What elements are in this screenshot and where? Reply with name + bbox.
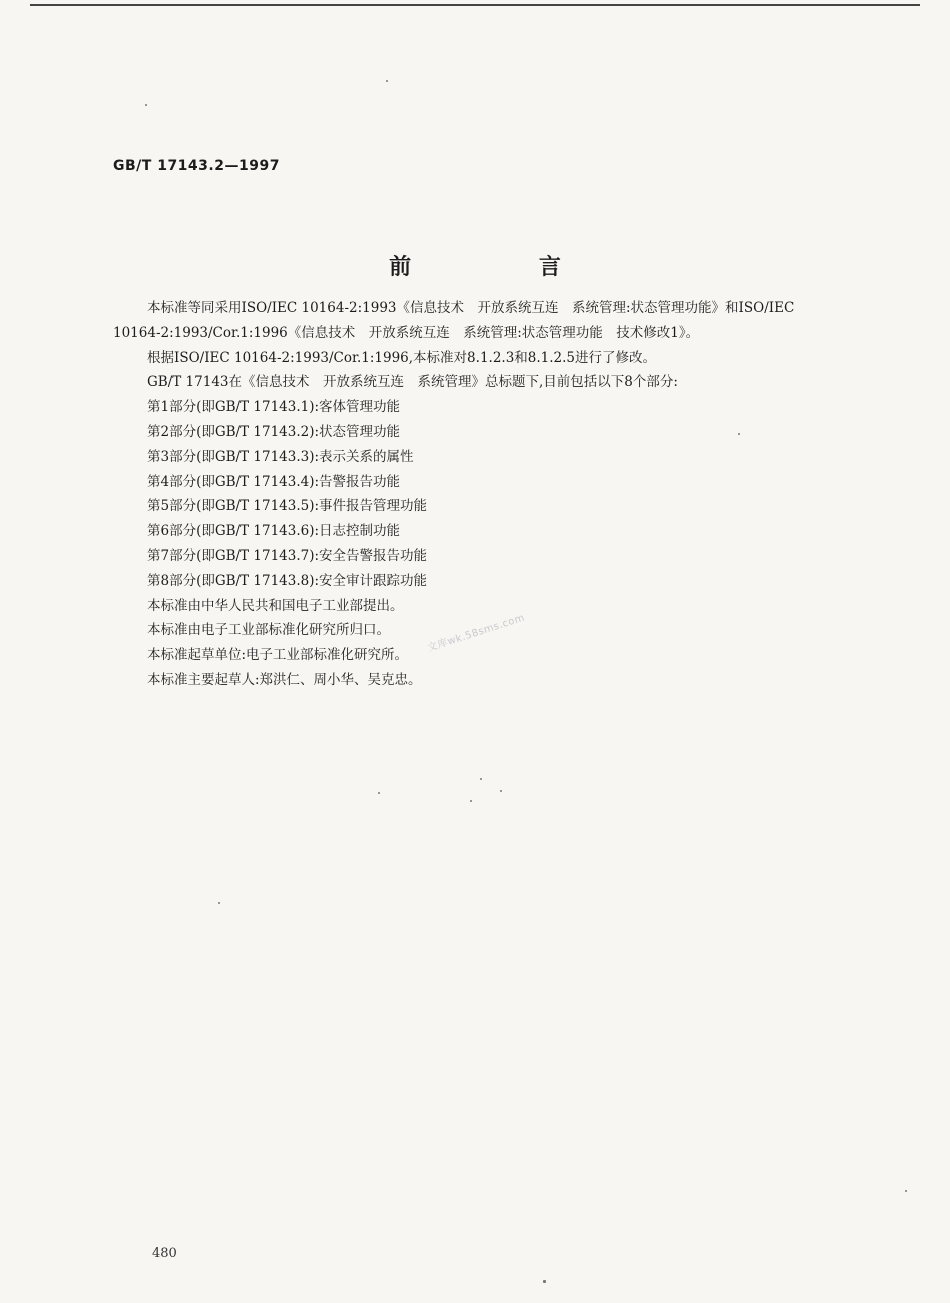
list-item: 第8部分(即GB/T 17143.8):安全审计跟踪功能 <box>147 572 428 589</box>
paragraph-parts-intro: GB/T 17143在《信息技术 开放系统互连 系统管理》总标题下,目前包括以下8个部分: <box>147 374 678 391</box>
list-item: 第2部分(即GB/T 17143.2):状态管理功能 <box>147 423 401 440</box>
scan-speck <box>378 792 380 794</box>
scan-speck <box>218 902 220 904</box>
scan-speck <box>145 104 147 106</box>
list-item: 第1部分(即GB/T 17143.1):客体管理功能 <box>147 399 401 416</box>
paragraph-drafting-unit: 本标准起草单位:电子工业部标准化研究所。 <box>147 647 409 664</box>
page-title: 前 言 <box>389 255 621 280</box>
top-rule <box>30 4 920 6</box>
page-number: 480 <box>152 1246 177 1261</box>
scan-speck <box>905 1190 907 1192</box>
paragraph-modification: 根据ISO/IEC 10164-2:1993/Cor.1:1996,本标准对8.1.2.3和8.1.2.5进行了修改。 <box>147 349 657 366</box>
scan-speck <box>470 800 472 802</box>
paragraph-adoption: 本标准等同采用ISO/IEC 10164-2:1993《信息技术 开放系统互连 系统管理:状态管理功能》和ISO/IEC 10164-2:1993/Cor.1:1996《信息技术 开放系统互连 系统管理:状态管理功能 技术修改1》。 <box>113 300 795 341</box>
scan-speck <box>480 778 482 780</box>
scan-speck <box>386 80 388 82</box>
watermark: 文库wk.58sms.com <box>426 612 527 655</box>
list-item: 第6部分(即GB/T 17143.6):日志控制功能 <box>147 523 401 540</box>
paragraph-drafters: 本标准主要起草人:郑洪仁、周小华、吴克忠。 <box>147 671 422 688</box>
paragraph-administrator: 本标准由电子工业部标准化研究所归口。 <box>147 622 390 639</box>
list-item: 第7部分(即GB/T 17143.7):安全告警报告功能 <box>147 547 428 564</box>
scan-speck <box>543 1280 546 1283</box>
paragraph-proposer: 本标准由中华人民共和国电子工业部提出。 <box>147 597 404 614</box>
list-item: 第4部分(即GB/T 17143.4):告警报告功能 <box>147 473 401 490</box>
scan-speck <box>500 790 502 792</box>
list-item: 第5部分(即GB/T 17143.5):事件报告管理功能 <box>147 498 428 515</box>
scan-speck <box>738 433 740 435</box>
standard-code: GB/T 17143.2—1997 <box>113 158 280 174</box>
list-item: 第3部分(即GB/T 17143.3):表示关系的属性 <box>147 448 414 465</box>
